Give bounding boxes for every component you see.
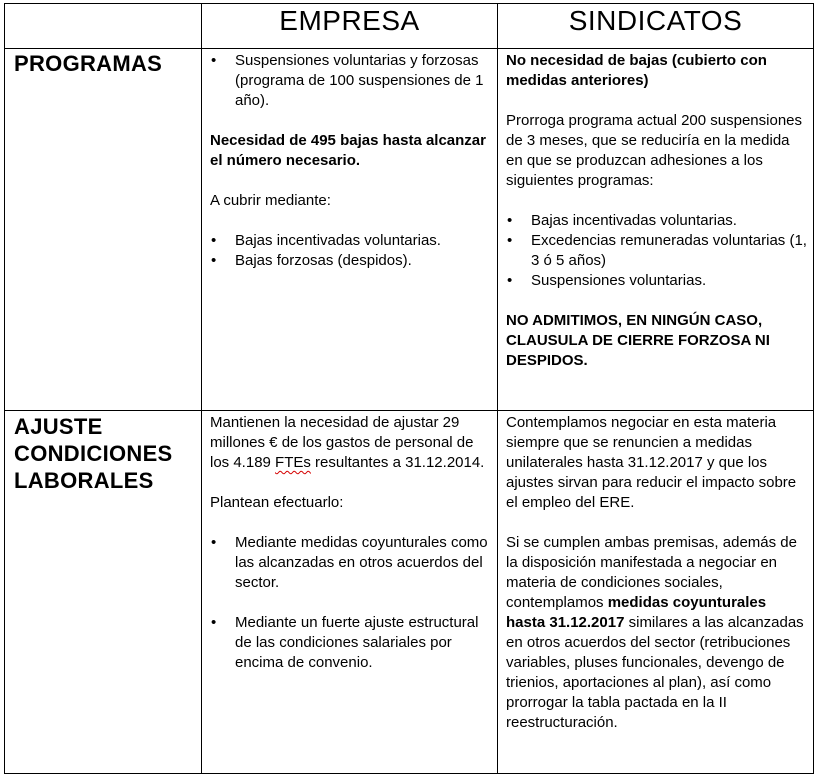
table-border-top	[4, 3, 814, 4]
row-divider	[4, 410, 814, 411]
spacer	[506, 91, 807, 111]
list-item: • Suspensiones voluntarias.	[506, 271, 807, 291]
row-label-line: LABORALES	[14, 468, 154, 493]
row-label-ajuste	[5, 413, 201, 494]
ajuste-sindicatos-para2	[506, 533, 807, 733]
programas-sindicatos-bold-end: NO ADMITIMOS, EN NINGÚN CASO, CLAUSULA DE CIERRE FORZOSA NI DESPIDOS.	[506, 312, 770, 369]
spacer	[210, 171, 491, 191]
list-item: • Mediante un fuerte ajuste estructural de las condiciones salariales por encima de convenio.	[210, 613, 491, 673]
text-run: resultantes a 31.12.2014.	[310, 454, 485, 471]
spacer	[210, 513, 491, 533]
ajuste-empresa-list-1	[210, 533, 491, 593]
text-run-bold: medidas coyunturales hasta 31.12.2017	[506, 594, 767, 631]
ajuste-empresa-list-2	[210, 613, 491, 673]
table-border-left	[4, 3, 5, 774]
spacer	[210, 593, 491, 613]
text-run: Mantienen la necesidad de ajustar 29 millones € de los gastos de personal de los 4.189	[210, 414, 474, 471]
list-item: • Suspensiones voluntarias y forzosas (programa de 100 suspensiones de 1 año).	[210, 51, 491, 111]
programas-sindicatos-list	[506, 211, 807, 291]
ajuste-sindicatos-cell	[498, 413, 813, 733]
ftes-word: FTEs	[275, 454, 311, 471]
ajuste-empresa-cell	[202, 413, 497, 673]
ajuste-empresa-para	[210, 413, 491, 473]
programas-empresa-list-top	[210, 51, 491, 111]
programas-empresa-intro: A cubrir mediante:	[210, 192, 331, 209]
list-item: • Excedencias remuneradas voluntarias (1, 3 ó 5 años)	[506, 231, 807, 271]
list-item: • Bajas forzosas (despidos).	[210, 251, 491, 271]
spacer	[210, 473, 491, 493]
header-sindicatos: SINDICATOS	[568, 5, 743, 36]
ajuste-sindicatos-para1: Contemplamos negociar en esta materia siempre que se renuncien a medidas unilaterales hasta 31.12.2017 y que los ajustes sirvan para reducir el impacto sobre el empleo del ERE.	[506, 414, 797, 511]
header-divider	[4, 48, 814, 49]
spacer	[506, 291, 807, 311]
header-empresa: EMPRESA	[279, 5, 420, 36]
programas-empresa-bold: Necesidad de 495 bajas hasta alcanzar el número necesario.	[210, 132, 486, 169]
row-label-line: AJUSTE	[14, 414, 103, 439]
text-run: Si se cumplen ambas premisas, además de la disposición manifestada a negociar en materia de condiciones sociales, contemplamos	[506, 534, 797, 611]
spacer	[506, 191, 807, 211]
row-label-programas: PROGRAMAS	[14, 51, 163, 76]
table-border-bottom	[4, 773, 814, 774]
spacer	[210, 111, 491, 131]
row-label-line: CONDICIONES	[14, 441, 173, 466]
ajuste-empresa-intro: Plantean efectuarlo:	[210, 494, 344, 511]
programas-sindicatos-cell	[498, 51, 813, 371]
programas-sindicatos-bold-intro: No necesidad de bajas (cubierto con medidas anteriores)	[506, 52, 767, 89]
list-item: • Mediante medidas coyunturales como las alcanzadas en otros acuerdos del sector.	[210, 533, 491, 593]
spacer	[210, 211, 491, 231]
programas-sindicatos-para: Prorroga programa actual 200 suspensiones de 3 meses, que se reduciría en la medida en que se produzcan adhesiones a los siguientes programas:	[506, 112, 803, 189]
text-run: similares a las alcanzadas en otros acuerdos del sector (retribuciones variables, pluses funcionales, devengo de trienios, aportaciones al plan), así como prorrogar la tabla pactada en la II reestructuración.	[506, 614, 804, 731]
table-border-right	[813, 3, 814, 774]
list-item: • Bajas incentivadas voluntarias.	[506, 211, 807, 231]
programas-empresa-list	[210, 231, 491, 271]
list-item: • Bajas incentivadas voluntarias.	[210, 231, 491, 251]
spacer	[506, 513, 807, 533]
programas-empresa-cell	[202, 51, 497, 271]
